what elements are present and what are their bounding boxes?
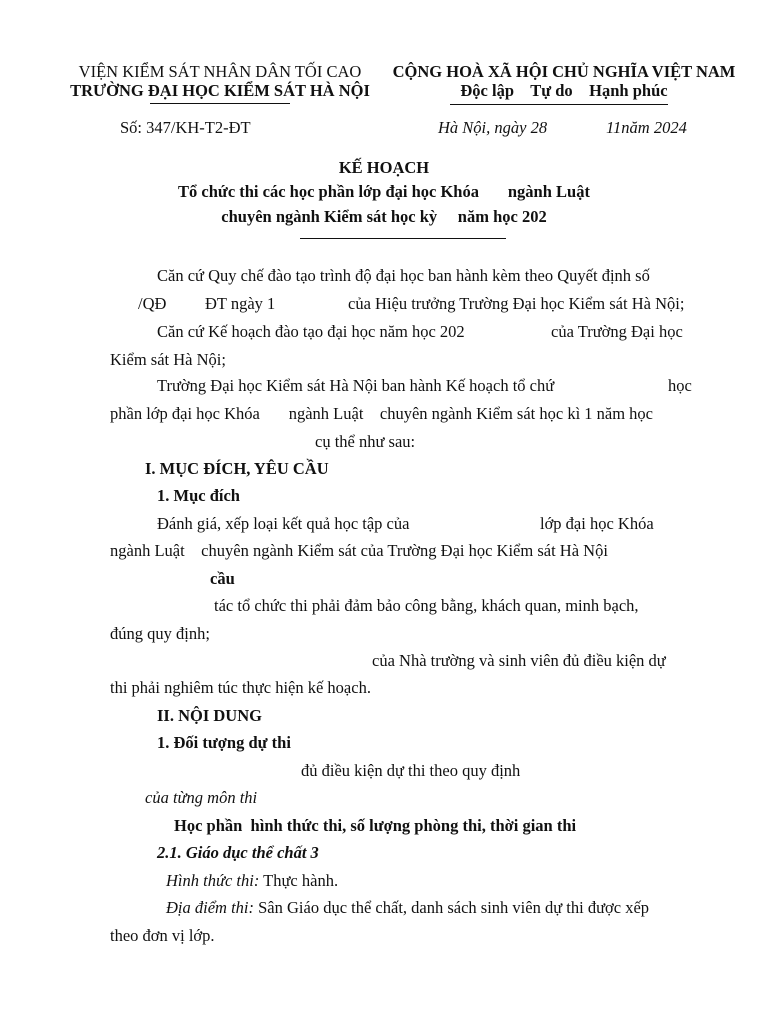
school-name: TRƯỜNG ĐẠI HỌC KIỂM SÁT HÀ NỘI (70, 81, 370, 100)
legal-basis-2-line2: Kiểm sát Hà Nội; (110, 350, 226, 369)
right-header-rule (450, 104, 668, 105)
section-1-2-heading-fragment: cầu (210, 569, 235, 588)
purpose-line1b: lớp đại học Khóa (540, 514, 654, 533)
title-rule (300, 238, 506, 239)
issuance-line3: cụ thể như sau: (315, 432, 416, 451)
document-subtitle-line2: chuyên ngành Kiểm sát học kỳ năm học 202 (221, 207, 547, 226)
purpose-line2: ngành Luật chuyên ngành Kiểm sát của Trường Đại học Kiểm sát Hà Nội (110, 541, 608, 560)
legal-basis-1-date: ĐT ngày 1 (205, 294, 276, 313)
section-1-heading: I. MỤC ĐÍCH, YÊU CẦU (145, 459, 329, 478)
issuance-line1a: Trường Đại học Kiểm sát Hà Nội ban hành Kế hoạch tổ chứ (157, 376, 555, 395)
legal-basis-2-line1b: của Trường Đại học (551, 322, 683, 341)
section-1-1-heading: 1. Mục đích (157, 486, 240, 505)
nation-name: CỘNG HOÀ XÃ HỘI CHỦ NGHĨA VIỆT NAM (392, 62, 736, 81)
requirement-1-line2: đúng quy định; (110, 624, 210, 643)
section-2-heading: II. NỘI DUNG (157, 706, 262, 725)
legal-basis-2-line1a: Căn cứ Kế hoạch đào tạo đại học năm học 202 (157, 322, 465, 341)
requirement-2-line1: của Nhà trường và sinh viên đủ điều kiện dự (372, 651, 666, 670)
candidates-text: đủ điều kiện dự thi theo quy định (301, 761, 521, 780)
issuance-line2: phần lớp đại học Khóa ngành Luật chuyên ngành Kiểm sát học kì 1 năm học (110, 404, 654, 423)
agency-name: VIỆN KIỂM SÁT NHÂN DÂN TỐI CAO (78, 62, 362, 81)
exam-form-line (166, 871, 338, 891)
exam-form-label: Hình thức thi: (166, 871, 260, 890)
left-header-rule (150, 103, 290, 104)
document-subtitle-line1: Tổ chức thi các học phần lớp đại học Khóa ngành Luật (178, 182, 590, 201)
section-2-2-heading: Học phần hình thức thi, số lượng phòng thi, thời gian thi (174, 816, 577, 835)
candidates-subject-text: của từng môn thi (145, 788, 258, 807)
national-motto: Độc lập Tự do Hạnh phúc (460, 81, 668, 100)
exam-place-line (166, 898, 649, 918)
issuance-line1b: học (668, 376, 692, 395)
legal-basis-1-decision-code: /QĐ (138, 294, 167, 313)
document-number: Số: 347/KH-T2-ĐT (120, 118, 251, 137)
date-place: Hà Nội, ngày 28 (438, 118, 548, 137)
requirement-1-line1: tác tổ chức thi phải đảm bảo công bằng, khách quan, minh bạch, (214, 596, 639, 615)
section-2-2-1-heading: 2.1. Giáo dục thể chất 3 (157, 843, 319, 862)
exam-place-line2: theo đơn vị lớp. (110, 926, 215, 945)
legal-basis-1-issuer: của Hiệu trưởng Trường Đại học Kiểm sát Hà Nội; (348, 294, 685, 313)
date-month-year: 11năm 2024 (606, 118, 687, 137)
exam-place-label: Địa điểm thi: (166, 898, 254, 917)
document-title: KẾ HOẠCH (338, 158, 430, 177)
section-2-1-heading: 1. Đối tượng dự thi (157, 733, 291, 752)
exam-form-value: Thực hành. (259, 871, 339, 890)
purpose-line1a: Đánh giá, xếp loại kết quả học tập của (157, 514, 410, 533)
legal-basis-1-line1: Căn cứ Quy chế đào tạo trình độ đại học ban hành kèm theo Quyết định số (157, 266, 650, 285)
requirement-2-line2: thi phải nghiêm túc thực hiện kế hoạch. (110, 678, 371, 697)
exam-place-value: Sân Giáo dục thể chất, danh sách sinh viên dự thi được xếp (254, 898, 650, 917)
